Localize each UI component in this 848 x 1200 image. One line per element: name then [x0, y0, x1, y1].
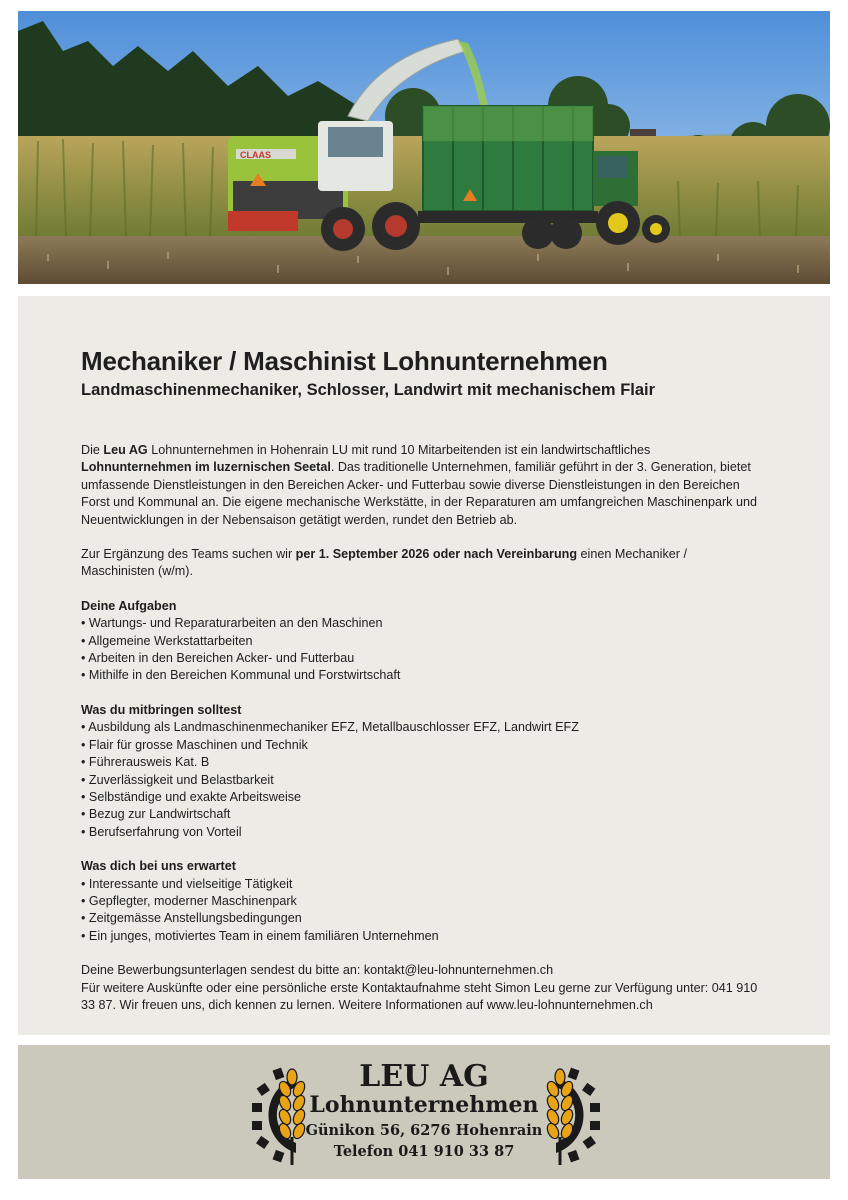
hero-photo — [18, 11, 830, 284]
contact-email-line: Deine Bewerbungsunterlagen sendest du bitte an: kontakt@leu-lohnunternehmen.ch — [81, 963, 554, 978]
harvester-brand: CLAAS — [240, 150, 271, 160]
gear-wheat-icon — [530, 1063, 600, 1167]
tasks-heading: Deine Aufgaben — [81, 598, 177, 613]
list-item: • Mithilfe in den Bereichen Kommunal und Forstwirtschaft — [81, 667, 761, 684]
offer-list — [81, 876, 761, 946]
list-item: • Allgemeine Werkstattarbeiten — [81, 633, 761, 650]
job-title: Mechaniker / Maschinist Lohnunternehmen — [81, 346, 608, 376]
logo-company-type: Lohnunternehmen — [309, 1092, 539, 1118]
list-item: • Gepflegter, moderner Maschinenpark — [81, 893, 761, 910]
list-item: • Flair für grosse Maschinen und Technik — [81, 737, 761, 754]
list-item: • Zeitgemässe Anstellungsbedingungen — [81, 910, 761, 927]
start-date-paragraph: Zur Ergänzung des Teams suchen wir per 1. September 2026 oder nach Vereinbarung einen Mechaniker / Maschinisten (w/m). — [81, 547, 687, 579]
list-item: • Selbständige und exakte Arbeitsweise — [81, 789, 761, 806]
requirements-heading: Was du mitbringen solltest — [81, 702, 242, 717]
job-ad-panel — [18, 296, 830, 1035]
logo-company-name: LEU AG — [359, 1059, 489, 1094]
tasks-list — [81, 615, 761, 685]
list-item: • Wartungs- und Reparaturarbeiten an den Maschinen — [81, 615, 761, 632]
company-logo-footer — [18, 1045, 830, 1179]
company-name: Leu AG — [103, 443, 148, 457]
list-item: • Ein junges, motiviertes Team in einem familiären Unternehmen — [81, 928, 761, 945]
job-subtitle: Landmaschinenmechaniker, Schlosser, Landwirt mit mechanischem Flair — [81, 381, 656, 399]
list-item: • Bezug zur Landwirtschaft — [81, 806, 761, 823]
contact-info-line: Für weitere Auskünfte oder eine persönliche erste Kontaktaufnahme steht Simon Leu gerne zur Verfügung unter: 041 910 33 87. Wir freuen uns, dich kennen zu lernen. Weitere Informationen auf www.leu-lohnunternehmen.ch — [81, 980, 758, 1012]
offer-heading: Was dich bei uns erwartet — [81, 859, 236, 874]
logo-address: Günikon 56, 6276 Hohenrain — [305, 1122, 543, 1139]
logo-phone: Telefon 041 910 33 87 — [333, 1143, 515, 1160]
list-item: • Zuverlässigkeit und Belastbarkeit — [81, 772, 761, 789]
list-item: • Führerausweis Kat. B — [81, 754, 761, 771]
list-item: • Ausbildung als Landmaschinenmechaniker EFZ, Metallbauschlosser EFZ, Landwirt EFZ — [81, 719, 761, 736]
list-item: • Arbeiten in den Bereichen Acker- und Futterbau — [81, 650, 761, 667]
start-date: per 1. September 2026 oder nach Vereinbarung — [295, 547, 578, 562]
list-item: • Berufserfahrung von Vorteil — [81, 824, 761, 841]
list-item: • Interessante und vielseitige Tätigkeit — [81, 876, 761, 893]
intro-paragraph: Die Leu AG Lohnunternehmen in Hohenrain LU mit rund 10 Mitarbeitenden ist ein landwirtschaftliches Lohnunternehmen im luzernischen Seetal. Das traditionelle Unternehmen, familiär geführt in der 3. Generation, bietet umfassende Dienstleistungen in den Bereichen Acker- und Futterbau sowie diverse Dienstleistungen in den Bereichen Forst und Kommunal an. Die eigene mechanische Werkstätte, in der Reparaturen am umfangreichen Maschinenpark und Neuentwicklungen in der Nebensaison getätigt werden, rundet den Betrieb ab. — [81, 443, 757, 527]
logo-text-block — [18, 1045, 830, 1179]
requirements-list — [81, 719, 761, 841]
